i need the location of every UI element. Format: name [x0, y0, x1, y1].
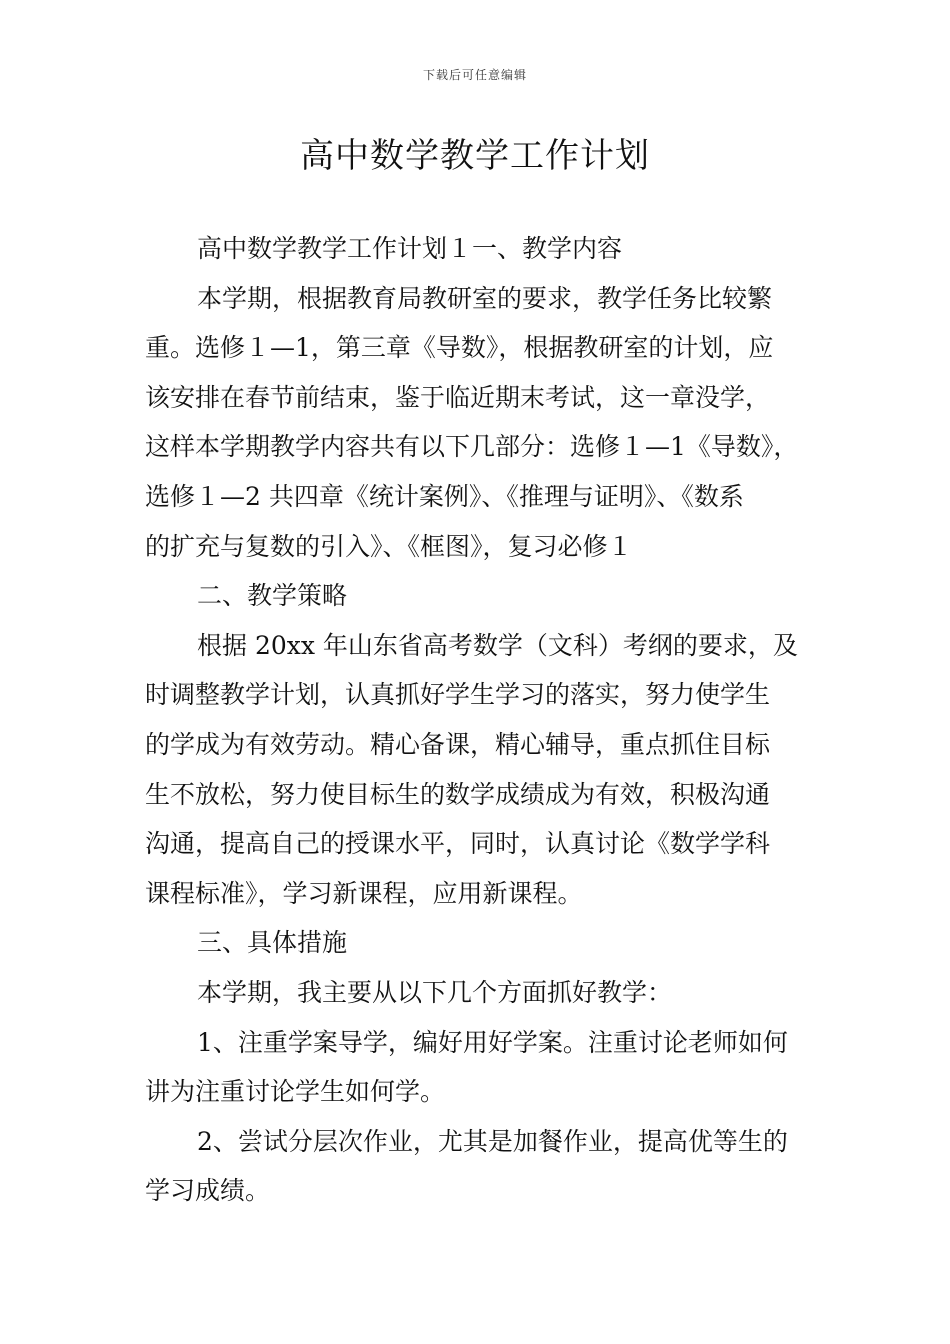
text-line: 2、尝试分层次作业，尤其是加餐作业，提高优等生的	[197, 1126, 788, 1156]
page-title: 高中数学教学工作计划	[300, 136, 650, 176]
document-body	[145, 224, 825, 1216]
text-line: 本学期，我主要从以下几个方面抓好教学：	[197, 977, 673, 1007]
text-line: 选修１—2 共四章《统计案例》、《推理与证明》、《数系	[145, 481, 744, 511]
text-line: 这样本学期教学内容共有以下几部分：选修１—1《导数》，	[145, 432, 799, 462]
text-line: 本学期，根据教育局教研室的要求，教学任务比较繁	[197, 283, 773, 313]
text-line: 高中数学教学工作计划１一、教学内容	[197, 234, 623, 263]
text-line: 二、教学策略	[197, 581, 348, 611]
header-note: 下载后可任意编辑	[422, 68, 527, 82]
text-line: 沟通，提高自己的授课水平，同时，认真讨论《数学学科	[145, 829, 771, 859]
text-line: 三、具体措施	[197, 928, 348, 958]
text-line: 课程标准》，学习新课程，应用新课程。	[145, 878, 583, 908]
text-line: 1、注重学案导学，编好用好学案。注重讨论老师如何	[197, 1027, 788, 1057]
text-line: 讲为注重讨论学生如何学。	[145, 1077, 446, 1107]
text-line: 该安排在春节前结束，鉴于临近期末考试，这一章没学，	[145, 382, 771, 412]
text-line: 时调整教学计划，认真抓好学生学习的落实，努力使学生	[145, 680, 771, 710]
text-line: 的扩充与复数的引入》、《框图》，复习必修１	[145, 531, 633, 561]
text-line: 的学成为有效劳动。精心备课，精心辅导，重点抓住目标	[145, 729, 771, 759]
text-line: 学习成绩。	[145, 1176, 271, 1206]
text-line: 根据 20xx 年山东省高考数学（文科）考纲的要求，及	[197, 630, 798, 660]
text-line: 重。选修１—1，第三章《导数》，根据教研室的计划，应	[145, 333, 774, 363]
text-line: 生不放松，努力使目标生的数学成绩成为有效，积极沟通	[145, 779, 771, 809]
